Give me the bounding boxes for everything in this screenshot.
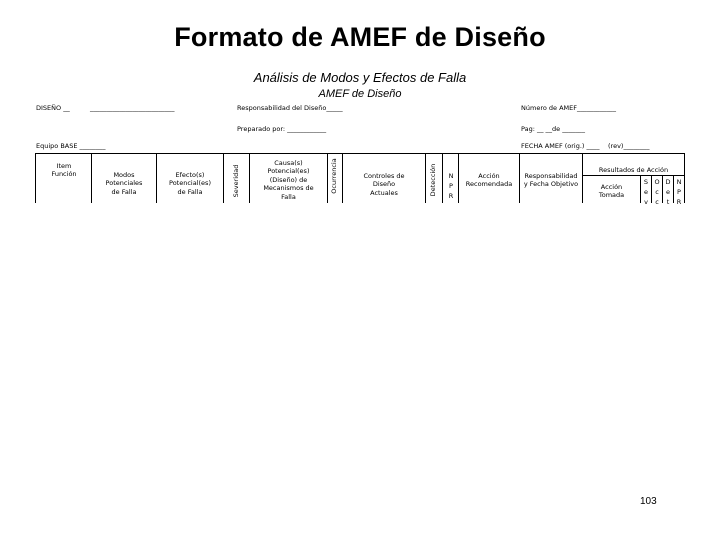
column-divider [425,153,426,203]
responsabilidad-field[interactable]: Responsabilidad del Diseño_____ [237,104,343,112]
col-severidad: Severidad [232,164,240,198]
page-subtitle: Análisis de Modos y Efectos de Falla [253,70,467,85]
diseno-line: __________________________ [90,104,175,112]
col-npr: N P R [448,172,454,200]
column-divider [223,153,224,203]
col-deteccion: Detección [429,163,437,197]
numero-amef-field[interactable]: Número de AMEF____________ [521,104,616,112]
pagina-field[interactable]: Pag: __ __de _______ [521,125,586,133]
diseno-field[interactable]: DISEÑO __ [36,104,70,112]
col-ocurrencia: Ocurrencia [330,158,338,194]
col-responsabilidad-fecha: Responsabilidad y Fecha Objetivo [523,172,579,189]
col-resultados-accion: Resultados de Acción [598,166,669,174]
col-causas: Causa(s) Potencial(es) (Diseño) de Mecanismos de Falla [263,159,314,201]
col-controles: Controles de Diseño Actuales [363,172,405,197]
col-res-det: D e t [665,178,671,206]
col-efectos-falla: Efecto(s) Potencial(es) de Falla [169,171,211,196]
form-type-label: AMEF de Diseño [318,88,402,100]
col-accion-recomendada: Acción Recomendada [465,172,513,189]
fecha-amef-field[interactable]: FECHA AMEF (orig.) ____ [521,142,600,150]
page-number: 103 [640,496,657,507]
col-res-npr: N P R [676,178,682,206]
equipo-base-field[interactable]: Equipo BASE ________ [36,142,106,150]
table-right-border [684,153,685,203]
col-res-occ: O c c [654,178,660,206]
rev-field[interactable]: (rev)________ [608,142,650,150]
col-accion-tomada: Acción Tomada [598,183,625,200]
resultados-divider [582,175,684,176]
table-top-border [35,153,685,154]
col-item-funcion: Item Función [51,162,77,179]
page-title: Formato de AMEF de Diseño [174,22,546,52]
column-divider [327,153,328,203]
col-modos-falla: Modos Potenciales de Falla [105,171,143,196]
col-res-sev: S e v [643,178,649,206]
preparado-por-field[interactable]: Preparado por: ____________ [237,125,327,133]
